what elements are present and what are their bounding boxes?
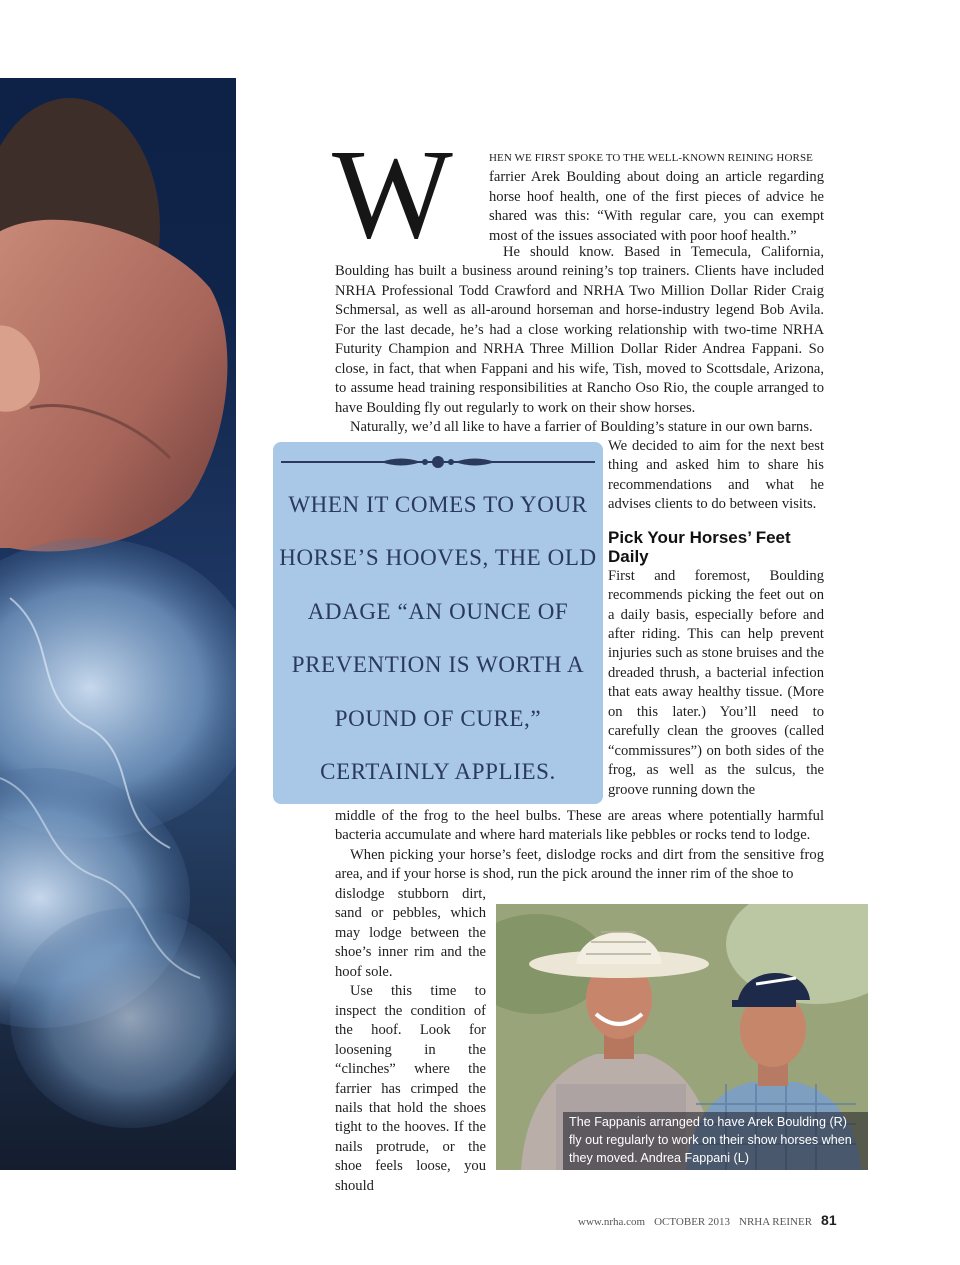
paragraph-4-wide: middle of the frog to the heel bulbs. These are areas where potentially harmful bacteria accumulate and where hard materials like pebbles or rocks tend to lodge. — [335, 808, 824, 844]
paragraph-3-rest: We decided to aim for the next best thing and asked him to share his recommendations and what he advises clients to do between visits. — [608, 438, 824, 513]
article-intro — [489, 148, 824, 246]
footer-magazine: NRHA REINER — [739, 1216, 813, 1228]
section-subhead: Pick Your Horses’ Feet Daily — [608, 527, 791, 567]
paragraph-3-start: Naturally, we’d all like to have a farrier of Boulding’s stature in our own barns. — [350, 419, 813, 436]
article-body-middle — [335, 807, 824, 885]
paragraph-4-narrow: First and foremost, Boulding recommends picking the feet out on a daily basis, especially before and after riding. This can help prevent injuries such as stone bruises and the dreaded thrush, a bacterial infection that eats away healthy tissue. (More on this later.) You’ll need to carefully clean the grooves (called “commissures”) on both sides of the frog, as well as the sulcus, the groove running down the — [608, 567, 824, 798]
footer-issue: OCTOBER 2013 — [654, 1216, 730, 1228]
article-narrow-column — [608, 437, 824, 800]
footer-url: www.nrha.com — [578, 1216, 646, 1228]
paragraph-6: Use this time to inspect the condition of the hoof. Look for loosening in the “clinches” where the farrier has crimped the nails that hold the shoes tight to the hooves. If the nails protrude, or the shoe feels loose, you should — [335, 983, 486, 1194]
page-footer — [578, 1212, 870, 1232]
fappani-boulding-photo — [496, 904, 868, 1170]
pull-quote — [273, 442, 603, 804]
paragraph-5-wide: When picking your horse’s feet, dislodge rocks and dirt from the sensitive frog area, and if your horse is shod, run the pick around the inner rim of the shoe to — [335, 846, 824, 883]
paragraph-2: He should know. Based in Temecula, California, Boulding has built a business around reining’s top trainers. Clients have included NRHA Professional Todd Crawford and NRHA Two Million Dollar Rider Craig Schmersal, as well as all-around horseman and horse-industry legend Bob Avila. For the last decade, he’s had a close working relationship with two-time NRHA Futurity Champion and NRHA Three Million Dollar Rider Andrea Fappani. So close, in fact, that when Fappani and his wife, Tish, moved to Scottsdale, Arizona, to assume head training responsibilities at Rancho Oso Rio, the couple arranged to have Boulding fly out regularly to work on their show horses. — [335, 244, 824, 416]
intro-paragraph: farrier Arek Boulding about doing an article regarding horse hoof health, one of the first pieces of advice he shared was this: “With regular care, you can exempt most of the issues associated with poor hoof health.” — [489, 169, 824, 244]
ornament-divider-icon — [281, 452, 595, 472]
drop-cap: W — [332, 123, 453, 265]
hoof-photo — [0, 78, 236, 1170]
article-body-bottom — [335, 885, 486, 1196]
photo-caption: The Fappanis arranged to have Arek Boulding (R) fly out regularly to work on their show horses when they moved. Andrea Fappani (L) — [569, 1115, 852, 1165]
lead-smallcaps: HEN WE FIRST SPOKE TO THE WELL-KNOWN REINING HORSE — [489, 152, 813, 164]
article-body-top — [335, 243, 824, 438]
paragraph-5-narrow: dislodge stubborn dirt, sand or pebbles, which may lodge between the shoe’s inner rim and the hoof sole. — [335, 886, 486, 980]
pull-quote-text: WHEN IT COMES TO YOUR HORSE’S HOOVES, THE OLD ADAGE “AN OUNCE OF PREVENTION IS WORTH A POUND OF CURE,” CERTAINLY APPLIES. — [279, 492, 597, 785]
page-number: 81 — [821, 1212, 837, 1228]
